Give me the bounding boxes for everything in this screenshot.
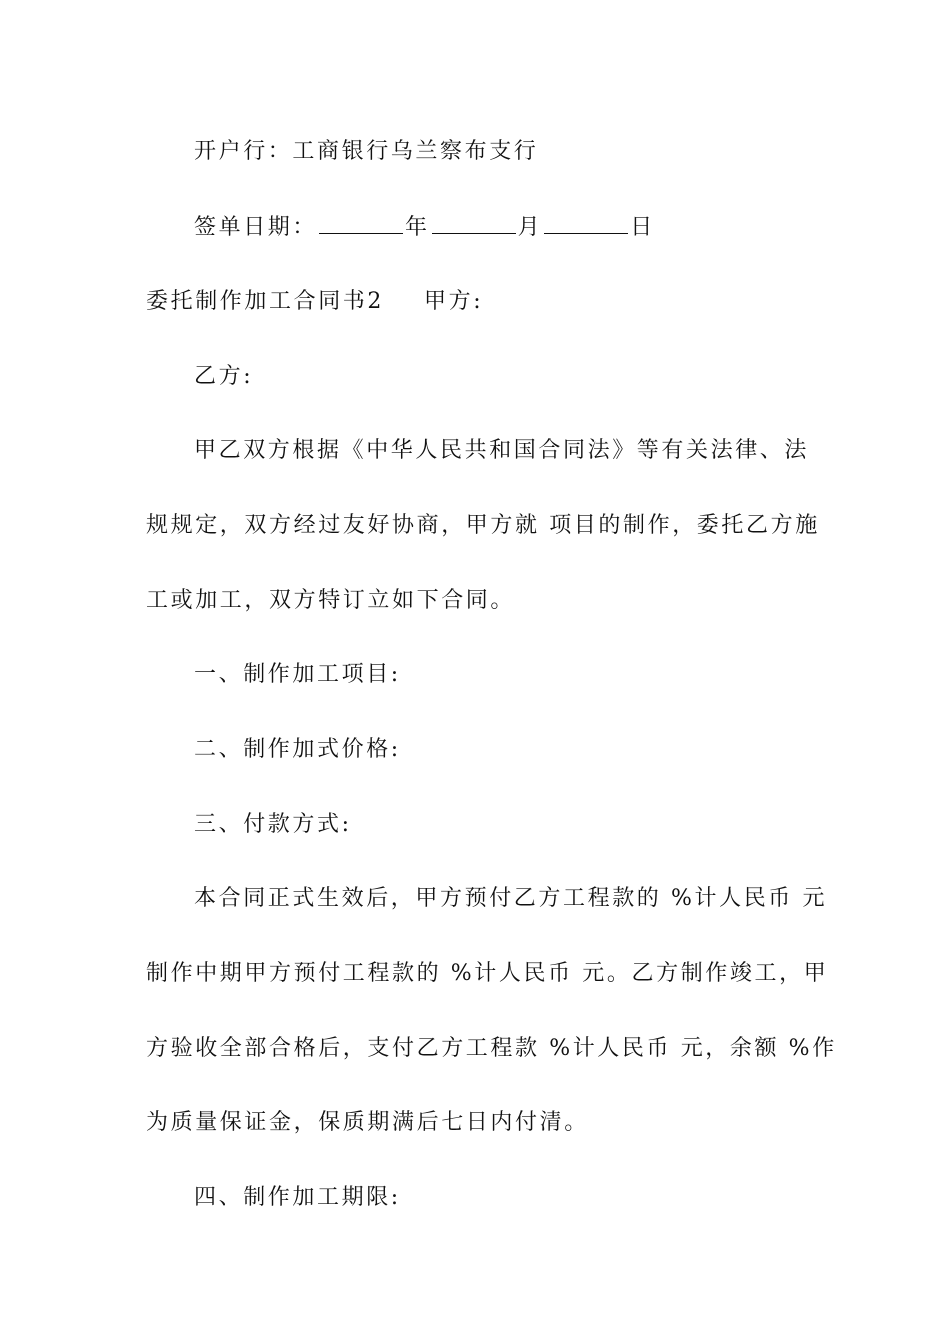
section-2-heading: 二、制作加式价格: <box>194 737 401 762</box>
intro-line-1: 甲乙双方根据《中华人民共和国合同法》等有关法律、法 <box>194 438 810 463</box>
section-1-heading: 一、制作加工项目: <box>194 662 401 687</box>
month-blank <box>432 211 516 234</box>
intro-line-3: 工或加工，双方特订立如下合同。 <box>146 588 516 613</box>
section-3-heading: 三、付款方式: <box>194 812 352 837</box>
bank-line: 开户行：工商银行乌兰察布支行 <box>194 139 539 164</box>
year-label: 年 <box>405 215 430 240</box>
party-a-label: 甲方: <box>424 289 484 314</box>
payment-line-3: 方验收全部合格后，支付乙方工程款 %计人民币 元，余额 %作 <box>146 1036 837 1061</box>
day-label: 日 <box>630 215 655 240</box>
year-blank <box>319 211 403 234</box>
payment-line-2: 制作中期甲方预付工程款的 %计人民币 元。乙方制作竣工，甲 <box>146 961 829 986</box>
payment-line-4: 为质量保证金，保质期满后七日内付清。 <box>146 1110 589 1135</box>
intro-line-2: 规规定，双方经过友好协商，甲方就 项目的制作，委托乙方施 <box>146 513 820 538</box>
sign-date-line <box>194 211 816 241</box>
day-blank <box>544 211 628 234</box>
section-4-heading: 四、制作加工期限: <box>194 1185 401 1210</box>
party-b-label: 乙方: <box>194 364 254 389</box>
contract-title: 委托制作加工合同书2 <box>146 289 384 314</box>
contract-title-line <box>146 287 816 317</box>
month-label: 月 <box>517 215 543 240</box>
sign-date-label: 签单日期： <box>194 215 318 240</box>
payment-line-1: 本合同正式生效后，甲方预付乙方工程款的 %计人民币 元 <box>194 886 828 911</box>
